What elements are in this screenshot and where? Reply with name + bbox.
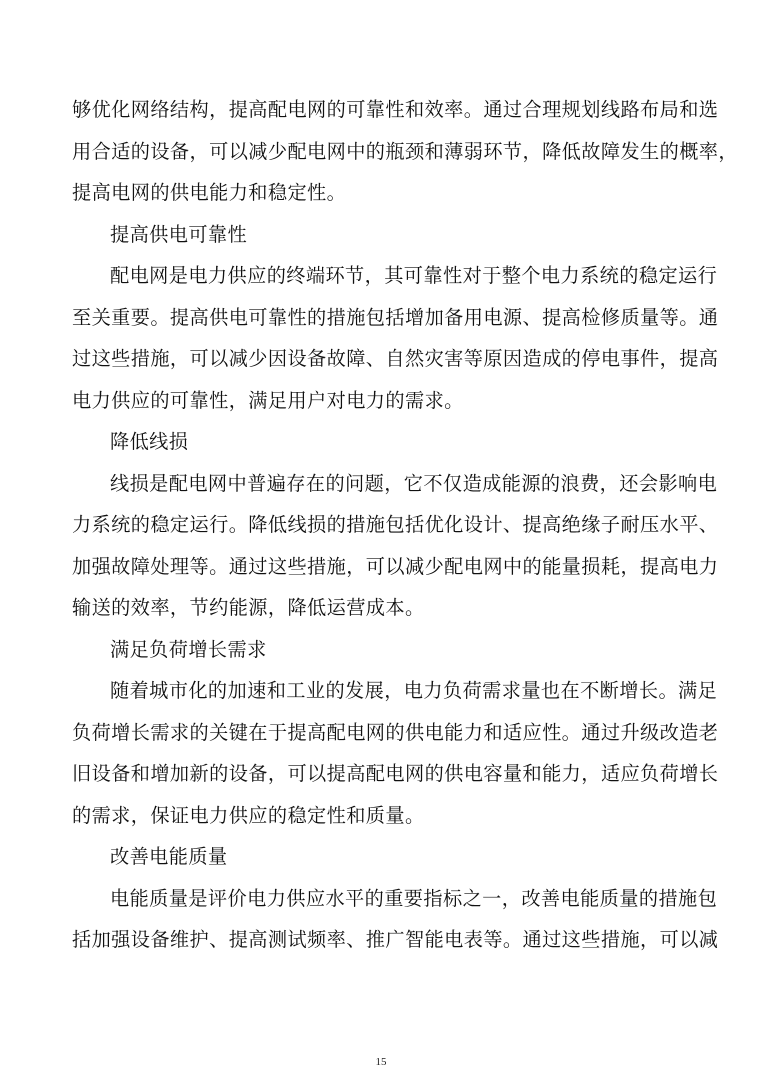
body-text-line: 的需求，保证电力供应的稳定性和质量。 — [72, 804, 425, 827]
body-text-line: 力系统的稳定运行。降低线损的措施包括优化设计、提高绝缘子耐压水平、 — [72, 513, 719, 536]
section-heading-power-quality: 改善电能质量 — [110, 845, 228, 868]
body-text-line: 加强故障处理等。通过这些措施，可以减少配电网中的能量损耗，提高电力 — [72, 555, 719, 578]
body-text-line: 电力供应的可靠性，满足用户对电力的需求。 — [72, 389, 464, 412]
body-text-line: 线损是配电网中普遍存在的问题，它不仅造成能源的浪费，还会影响电 — [110, 472, 718, 495]
section-heading-line-loss: 降低线损 — [110, 430, 189, 453]
body-text-line: 括加强设备维护、提高测试频率、推广智能电表等。通过这些措施，可以减 — [72, 928, 719, 951]
body-text-line: 提高电网的供电能力和稳定性。 — [72, 181, 347, 204]
body-text-line: 至关重要。提高供电可靠性的措施包括增加备用电源、提高检修质量等。通 — [72, 306, 719, 329]
section-heading-power-reliability: 提高供电可靠性 — [110, 223, 248, 246]
body-text-line: 旧设备和增加新的设备，可以提高配电网的供电容量和能力，适应负荷增长 — [72, 762, 719, 785]
body-text-line: 配电网是电力供应的终端环节，其可靠性对于整个电力系统的稳定运行 — [110, 264, 718, 287]
body-text-line: 负荷增长需求的关键在于提高配电网的供电能力和适应性。通过升级改造老 — [72, 721, 719, 744]
body-text-line: 过这些措施，可以减少因设备故障、自然灾害等原因造成的停电事件，提高 — [72, 347, 719, 370]
page-number: 15 — [375, 1056, 387, 1068]
body-text-line: 够优化网络结构，提高配电网的可靠性和效率。通过合理规划线路布局和选 — [72, 98, 719, 121]
section-heading-load-growth: 满足负荷增长需求 — [110, 638, 267, 661]
body-text-line: 输送的效率，节约能源，降低运营成本。 — [72, 596, 425, 619]
body-text-line: 用合适的设备，可以减少配电网中的瓶颈和薄弱环节，降低故障发生的概率， — [72, 140, 738, 163]
body-text-line: 电能质量是评价电力供应水平的重要指标之一，改善电能质量的措施包 — [110, 887, 718, 910]
body-text-line: 随着城市化的加速和工业的发展，电力负荷需求量也在不断增长。满足 — [110, 679, 718, 702]
